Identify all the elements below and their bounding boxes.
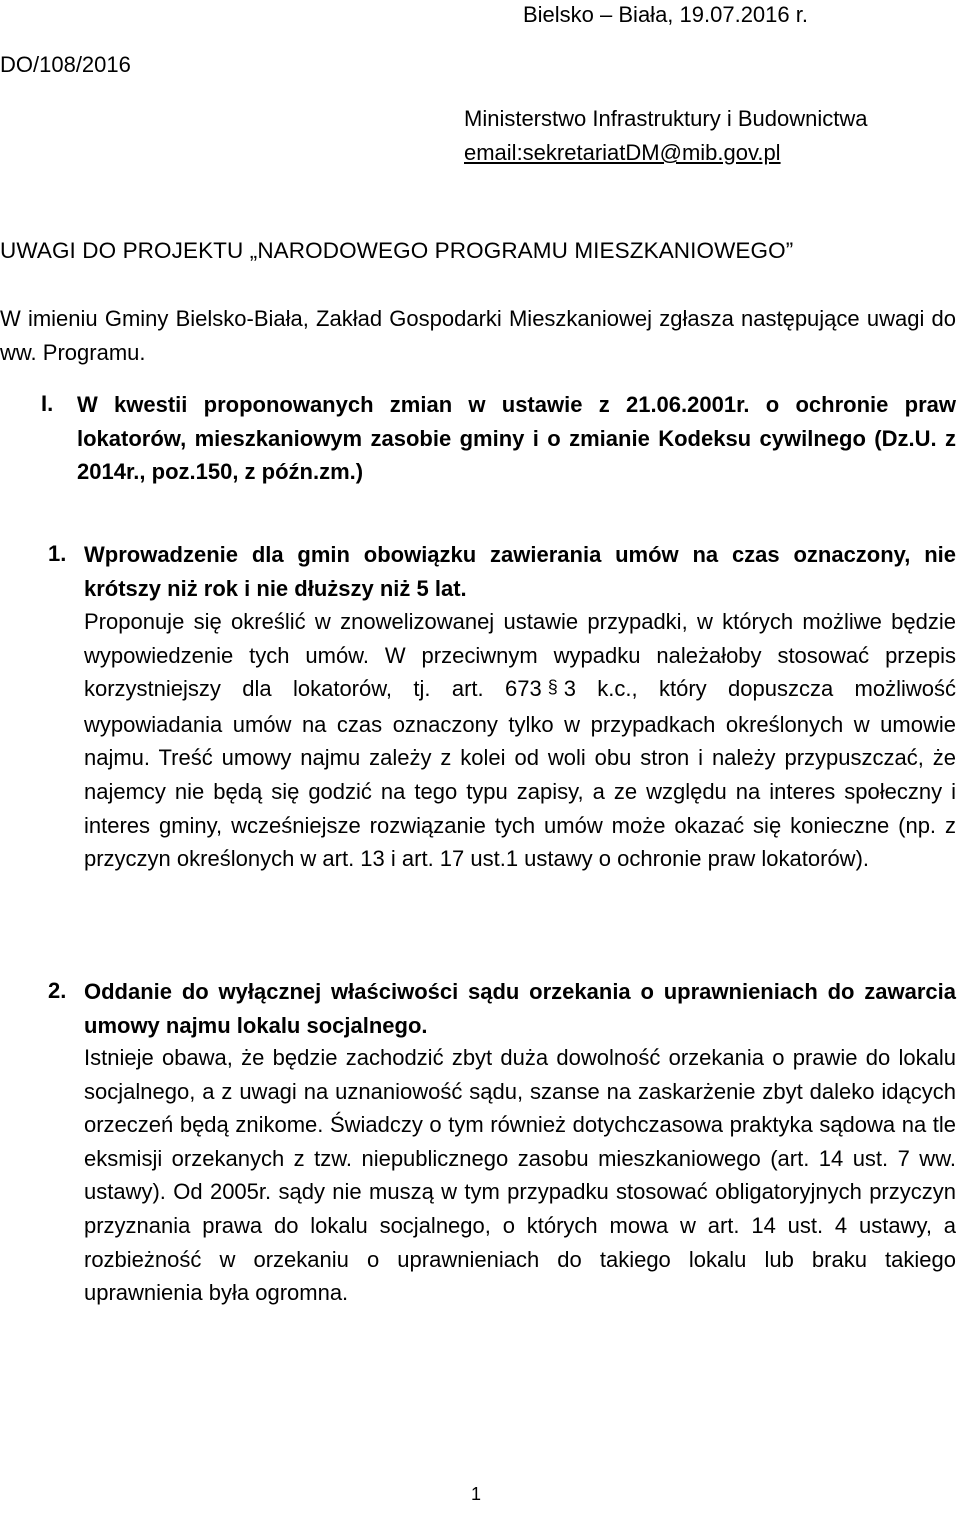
item-1-text-before: Proponuje się określić w znowelizowanej ustawie przypadki, w których możliwe będzie wypowiedzenie tych umów. W przeciwnym wypadku należałoby stosować przepis korzystniejszy dla lokatorów, tj. art. 673	[84, 609, 956, 702]
place-date: Bielsko – Biała, 19.07.2016 r.	[523, 2, 808, 27]
section-sign-icon: §	[547, 677, 558, 698]
reference-number: DO/108/2016	[0, 52, 131, 77]
item-2-body: Istnieje obawa, że będzie zachodzić zbyt duża dowolność orzekania o prawie do lokalu socjalnego, a z uwagi na uznaniowość sądu, szanse na zaskarżenie zbyt daleko idących orzeczeń będą znikome. Świadczy o tym również dotychczasowa praktyka sądowa na tle eksmisji orzekanych z tzw. niepublicznego zasobu mieszkaniowego (art. 14 ust. 7 ww. ustawy). Od 2005r. sądy nie muszą w tym przypadku stosować obligatoryjnych przyczyn przyznania prawa do lokalu socjalnego, o których mowa w art. 14 ust. 4 ustawy, a rozbieżność w orzekaniu o uprawnieniach do takiego lokalu lub braku takiego uprawnienia była ogromna.	[84, 1045, 956, 1306]
item-1-body	[84, 605, 956, 876]
intro-paragraph: W imieniu Gminy Bielsko-Biała, Zakład Gospodarki Mieszkaniowej zgłasza następujące uwagi do ww. Programu.	[0, 306, 956, 365]
section-numeral: I.	[41, 391, 54, 416]
document-title: UWAGI DO PROJEKTU „NARODOWEGO PROGRAMU MIESZKANIOWEGO”	[0, 238, 794, 263]
item-1-number: 1.	[48, 541, 67, 566]
item-2-heading: Oddanie do wyłącznej właściwości sądu orzekania o uprawnieniach do zawarcia umowy najmu lokalu socjalnego.	[84, 979, 956, 1038]
item-2-number: 2.	[48, 978, 67, 1003]
item-1-heading: Wprowadzenie dla gmin obowiązku zawierania umów na czas oznaczony, nie krótszy niż rok i nie dłuższy niż 5 lat.	[84, 542, 956, 601]
recipient-name: Ministerstwo Infrastruktury i Budownictwa	[464, 106, 868, 131]
recipient-email-link[interactable]: email:sekretariatDM@mib.gov.pl	[464, 140, 781, 165]
section-heading: W kwestii proponowanych zmian w ustawie z 21.06.2001r. o ochronie praw lokatorów, mieszkaniowym zasobie gminy i o zmianie Kodeksu cywilnego (Dz.U. z 2014r., poz.150, z późn.zm.)	[77, 392, 956, 484]
page-number: 1	[470, 1484, 481, 1504]
item-1-text-after: 3 k.c., który dopuszcza możliwość wypowiadania umów na czas oznaczony tylko w przypadkach określonych w umowie najmu. Treść umowy najmu zależy z kolei od woli obu stron i należy przypuszczać, że najemcy nie będą się godzić na tego typu zapisy, a ze względu na interes społeczny i interes gminy, wcześniejsze rozwiązanie tych umów może okazać się konieczne (np. z przyczyn określonych w art. 13 i art. 17 ust.1 ustawy o ochronie praw lokatorów).	[84, 676, 956, 872]
